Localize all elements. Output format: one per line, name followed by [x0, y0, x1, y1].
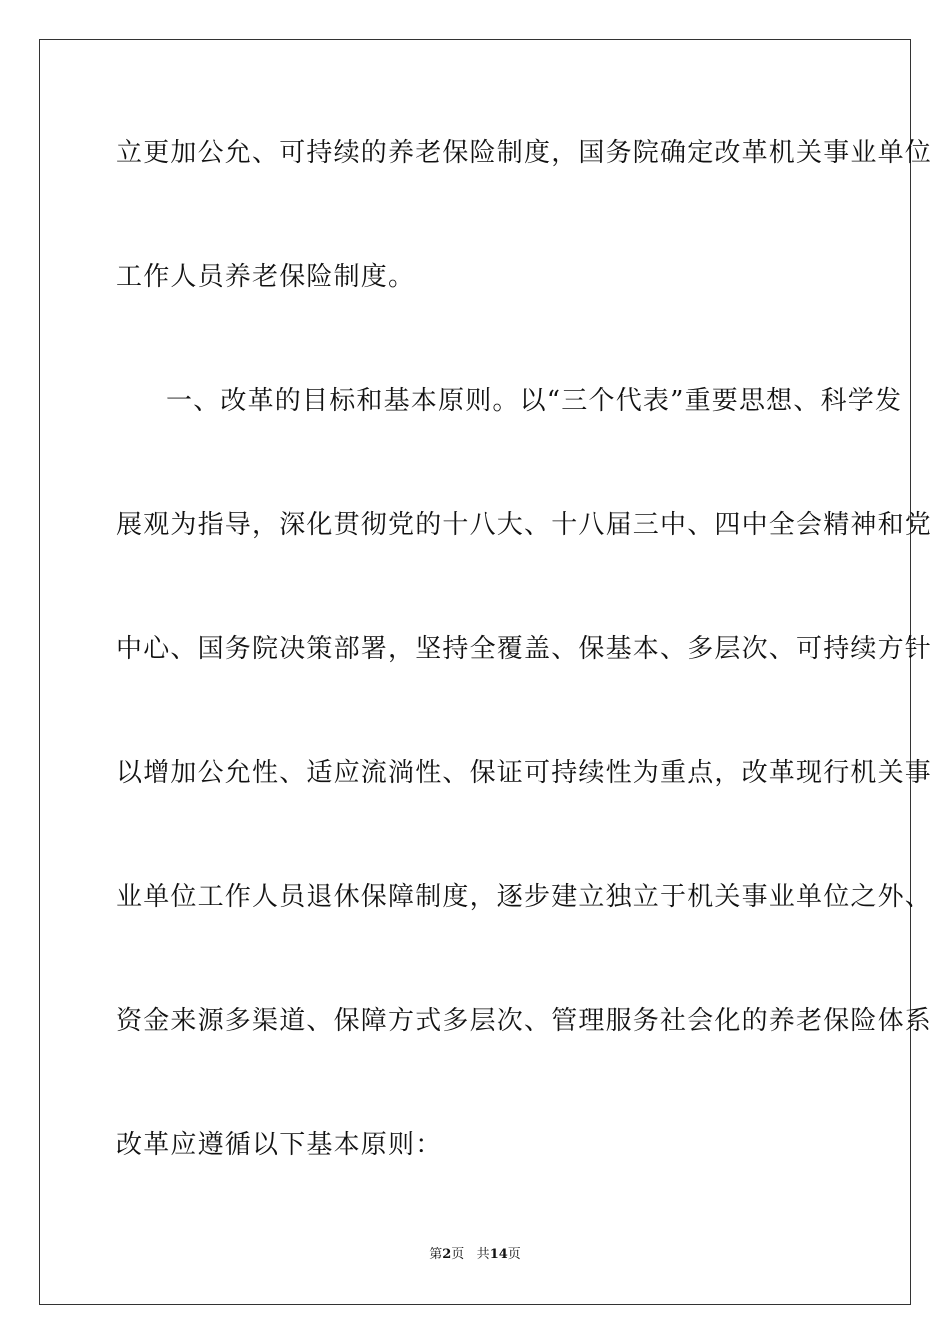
page-footer [0, 1247, 950, 1263]
body-text-line: 展观为指导，深化贯彻党的十八大、十八届三中、四中全会精神和党 [116, 510, 933, 540]
body-text-line: 改革应遵循以下基本原则： [116, 1130, 443, 1160]
footer-total-pages: 14 [489, 1247, 508, 1262]
body-text-line: 立更加公允、可持续的养老保险制度，国务院确定改革机关事业单位 [116, 138, 933, 168]
footer-page-prefix: 第 [429, 1247, 443, 1262]
body-text-line: 业单位工作人员退休保障制度，逐步建立独立于机关事业单位之外、 [116, 882, 933, 912]
body-text-line: 以增加公允性、适应流淌性、保证可持续性为重点，改革现行机关事 [116, 758, 933, 788]
footer-total-suffix: 页 [507, 1247, 521, 1262]
body-text-line: 中心、国务院决策部署，坚持全覆盖、保基本、多层次、可持续方针 [116, 634, 933, 664]
section-heading-line: 一、改革的目标和基本原则。以“三个代表”重要思想、科学发 [166, 386, 903, 416]
page-border [39, 39, 911, 1305]
footer-page-number: 2 [442, 1247, 452, 1262]
footer-total-prefix: 共 [476, 1247, 490, 1262]
body-text-line: 资金来源多渠道、保障方式多层次、管理服务社会化的养老保险体系 [116, 1006, 933, 1036]
footer-page-suffix: 页 [451, 1247, 465, 1262]
body-text-line: 工作人员养老保险制度。 [116, 262, 416, 292]
